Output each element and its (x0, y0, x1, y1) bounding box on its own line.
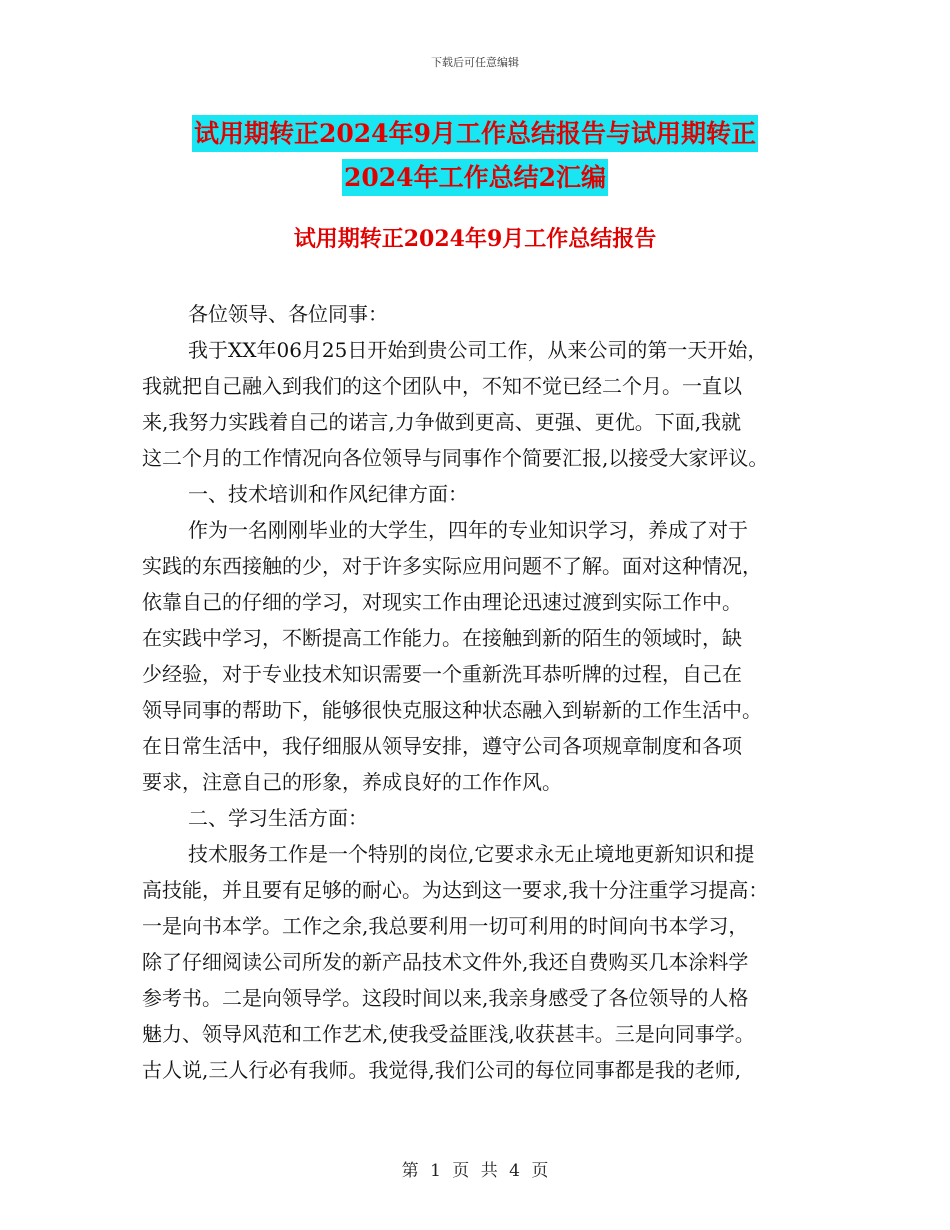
body-line: 作为一名刚刚毕业的大学生，四年的专业知识学习，养成了对于 (188, 518, 748, 542)
body-line: 我于XX年06月25日开始到贵公司工作，从来公司的第一天开始， (188, 338, 768, 362)
body-line: 领导同事的帮助下，能够很快克服这种状态融入到崭新的工作生活中。 (142, 698, 762, 722)
body-line: 要求，注意自己的形象，养成良好的工作作风。 (142, 770, 562, 794)
body-line: 各位领导、各位同事： (188, 302, 388, 326)
body-line: 依靠自己的仔细的学习，对现实工作由理论迅速过渡到实际工作中。 (142, 590, 742, 614)
document-title-line-2 (0, 158, 950, 194)
body-line: 来,我努力实践着自己的诺言,力争做到更高、更强、更优。下面,我就 (142, 410, 742, 434)
body-line: 在实践中学习，不断提高工作能力。在接触到新的陌生的领域时，缺 (142, 626, 742, 650)
body-line: 实践的东西接触的少，对于许多实际应用问题不了解。面对这种情况， (142, 554, 762, 578)
header-note: 下载后可任意编辑 (431, 56, 519, 69)
body-text (142, 296, 810, 1088)
body-line: 二、学习生活方面： (188, 806, 368, 830)
body-line: 除了仔细阅读公司所发的新产品技术文件外,我还自费购买几本涂料学 (142, 950, 749, 974)
body-line: 古人说,三人行必有我师。我觉得,我们公司的每位同事都是我的老师, (142, 1058, 742, 1082)
body-line: 这二个月的工作情况向各位领导与同事作个简要汇报,以接受大家评议。 (142, 446, 769, 470)
body-line: 我就把自己融入到我们的这个团队中，不知不觉已经二个月。一直以 (142, 374, 742, 398)
body-line: 魅力、领导风范和工作艺术,使我受益匪浅,收获甚丰。三是向同事学。 (142, 1022, 755, 1046)
body-line: 在日常生活中，我仔细服从领导安排，遵守公司各项规章制度和各项 (142, 734, 742, 758)
title-highlight-2: 2024年工作总结2汇编 (342, 159, 608, 196)
section-subtitle: 试用期转正2024年9月工作总结报告 (293, 226, 657, 252)
body-line: 技术服务工作是一个特别的岗位,它要求永无止境地更新知识和提 (188, 842, 755, 866)
body-line: 少经验，对于专业技术知识需要一个重新洗耳恭听牌的过程，自己在 (142, 662, 742, 686)
body-line: 高技能，并且要有足够的耐心。为达到这一要求,我十分注重学习提高： (142, 878, 769, 902)
title-highlight-1: 试用期转正2024年9月工作总结报告与试用期转正 (192, 115, 758, 152)
body-line: 一是向书本学。工作之余,我总要利用一切可利用的时间向书本学习， (142, 914, 749, 938)
document-title-line-1 (0, 114, 950, 150)
body-line: 一、技术培训和作风纪律方面： (188, 482, 468, 506)
body-line: 参考书。二是向领导学。这段时间以来,我亲身感受了各位领导的人格 (142, 986, 749, 1010)
page-footer: 第 1 页 共 4 页 (401, 1161, 549, 1181)
